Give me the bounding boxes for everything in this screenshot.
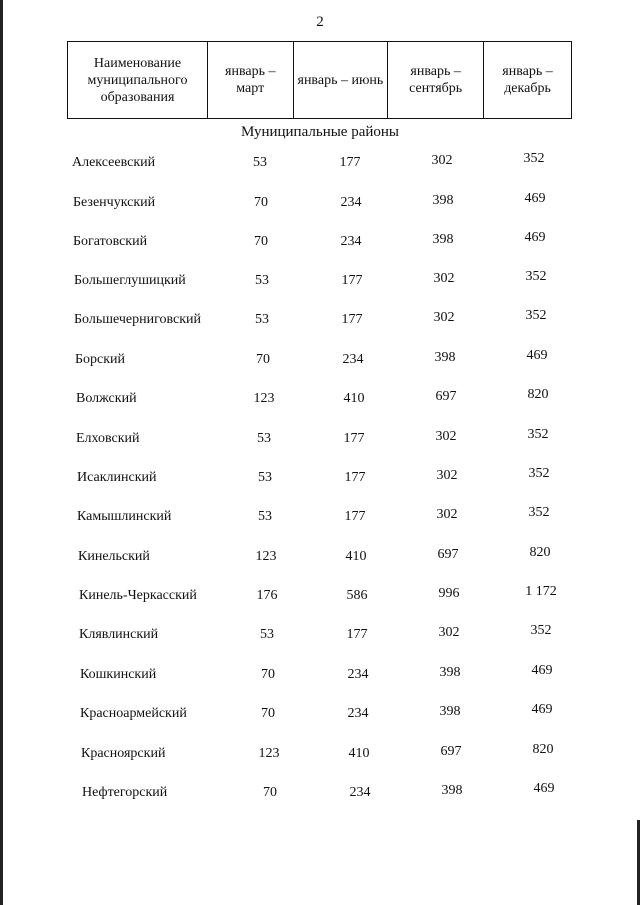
row-value-9m: 398 — [439, 704, 461, 719]
row-name: Клявлинский — [79, 627, 159, 642]
row-value-q1: 70 — [256, 352, 270, 367]
row-value-q1: 70 — [261, 667, 275, 682]
row-value-h1: 410 — [348, 746, 370, 761]
row-value-year: 352 — [528, 466, 550, 481]
table-row — [0, 545, 640, 573]
row-name: Красноярский — [81, 746, 166, 761]
row-value-h1: 177 — [341, 312, 363, 327]
row-name: Кошкинский — [80, 667, 157, 682]
row-value-h1: 234 — [347, 667, 369, 682]
row-name: Большеглушицкий — [74, 273, 186, 288]
header-h1-column: январь – июнь — [293, 42, 388, 119]
row-value-q1: 123 — [255, 549, 277, 564]
row-value-h1: 177 — [341, 273, 363, 288]
table-row — [0, 702, 640, 730]
row-value-year: 820 — [527, 387, 549, 402]
table-row — [0, 781, 640, 809]
row-name: Кинельский — [78, 549, 150, 564]
row-name: Нефтегорский — [82, 785, 168, 800]
row-name: Богатовский — [73, 234, 148, 249]
row-value-h1: 177 — [344, 509, 366, 524]
page-number: 2 — [316, 14, 324, 30]
row-value-q1: 70 — [263, 785, 277, 800]
row-value-year: 469 — [531, 702, 553, 717]
row-value-q1: 70 — [261, 706, 275, 721]
row-value-9m: 302 — [433, 271, 455, 286]
row-value-9m: 302 — [436, 507, 458, 522]
header-9m-column: январь – сентябрь — [388, 42, 484, 119]
row-value-9m: 398 — [432, 232, 454, 247]
row-value-year: 352 — [523, 151, 545, 166]
row-value-9m: 398 — [439, 665, 461, 680]
row-name: Большечерниговский — [74, 312, 202, 327]
row-value-year: 469 — [526, 348, 548, 363]
row-value-q1: 53 — [257, 431, 271, 446]
table-row — [0, 427, 640, 455]
row-value-q1: 53 — [258, 509, 272, 524]
row-value-year: 352 — [530, 623, 552, 638]
table-row — [0, 466, 640, 494]
row-value-h1: 177 — [346, 627, 368, 642]
row-value-h1: 234 — [349, 785, 371, 800]
header-year-column: январь – декабрь — [484, 42, 572, 119]
row-name: Камышлинский — [77, 509, 172, 524]
row-value-h1: 177 — [339, 155, 361, 170]
row-value-q1: 53 — [260, 627, 274, 642]
row-value-q1: 53 — [253, 155, 267, 170]
row-value-q1: 123 — [253, 391, 275, 406]
row-value-h1: 234 — [342, 352, 364, 367]
row-value-h1: 234 — [347, 706, 369, 721]
row-value-h1: 234 — [340, 234, 362, 249]
table-row — [0, 151, 640, 179]
section-title: Муниципальные районы — [240, 124, 400, 140]
row-value-q1: 70 — [254, 195, 268, 210]
row-value-9m: 697 — [440, 744, 462, 759]
row-value-year: 352 — [528, 505, 550, 520]
row-value-h1: 177 — [343, 431, 365, 446]
row-name: Волжский — [76, 391, 137, 406]
header-name-column: Наименование муниципального образования — [68, 42, 208, 119]
row-name: Борский — [75, 352, 126, 367]
row-value-h1: 586 — [346, 588, 368, 603]
row-value-q1: 53 — [258, 470, 272, 485]
table-row — [0, 742, 640, 770]
row-value-9m: 302 — [433, 310, 455, 325]
row-value-9m: 697 — [437, 547, 459, 562]
row-value-year: 352 — [525, 308, 547, 323]
row-value-9m: 697 — [435, 389, 457, 404]
table-row — [0, 269, 640, 297]
table-row — [0, 584, 640, 612]
row-value-h1: 234 — [340, 195, 362, 210]
row-value-year: 469 — [524, 230, 546, 245]
row-value-q1: 53 — [255, 273, 269, 288]
row-value-q1: 70 — [254, 234, 268, 249]
row-value-9m: 398 — [441, 783, 463, 798]
row-value-9m: 996 — [438, 586, 460, 601]
table-row — [0, 505, 640, 533]
row-value-year: 352 — [527, 427, 549, 442]
header-q1-column: январь – март — [208, 42, 294, 119]
row-value-year: 469 — [524, 191, 546, 206]
row-name: Елховский — [76, 431, 140, 446]
row-value-year: 1 172 — [525, 584, 557, 599]
row-name: Алексеевский — [72, 155, 156, 170]
row-value-9m: 302 — [436, 468, 458, 483]
row-value-9m: 398 — [434, 350, 456, 365]
row-value-9m: 302 — [431, 153, 453, 168]
row-name: Безенчукский — [73, 195, 156, 210]
table-row — [0, 348, 640, 376]
row-value-9m: 302 — [438, 625, 460, 640]
row-name: Красноармейский — [80, 706, 187, 721]
table-row — [0, 230, 640, 258]
row-value-q1: 53 — [255, 312, 269, 327]
row-value-9m: 398 — [432, 193, 454, 208]
row-value-q1: 123 — [258, 746, 280, 761]
table-row — [0, 308, 640, 336]
table-row — [0, 663, 640, 691]
table-row — [0, 191, 640, 219]
row-value-year: 352 — [525, 269, 547, 284]
row-value-h1: 410 — [345, 549, 367, 564]
table-row — [0, 623, 640, 651]
row-value-9m: 302 — [435, 429, 457, 444]
row-value-year: 820 — [529, 545, 551, 560]
row-name: Кинель-Черкасский — [79, 588, 197, 603]
scan-border-left — [0, 0, 3, 905]
row-value-year: 469 — [531, 663, 553, 678]
row-value-h1: 177 — [344, 470, 366, 485]
row-value-year: 469 — [533, 781, 555, 796]
table-row — [0, 387, 640, 415]
row-value-h1: 410 — [343, 391, 365, 406]
row-value-year: 820 — [532, 742, 554, 757]
row-value-q1: 176 — [256, 588, 278, 603]
row-name: Исаклинский — [77, 470, 157, 485]
